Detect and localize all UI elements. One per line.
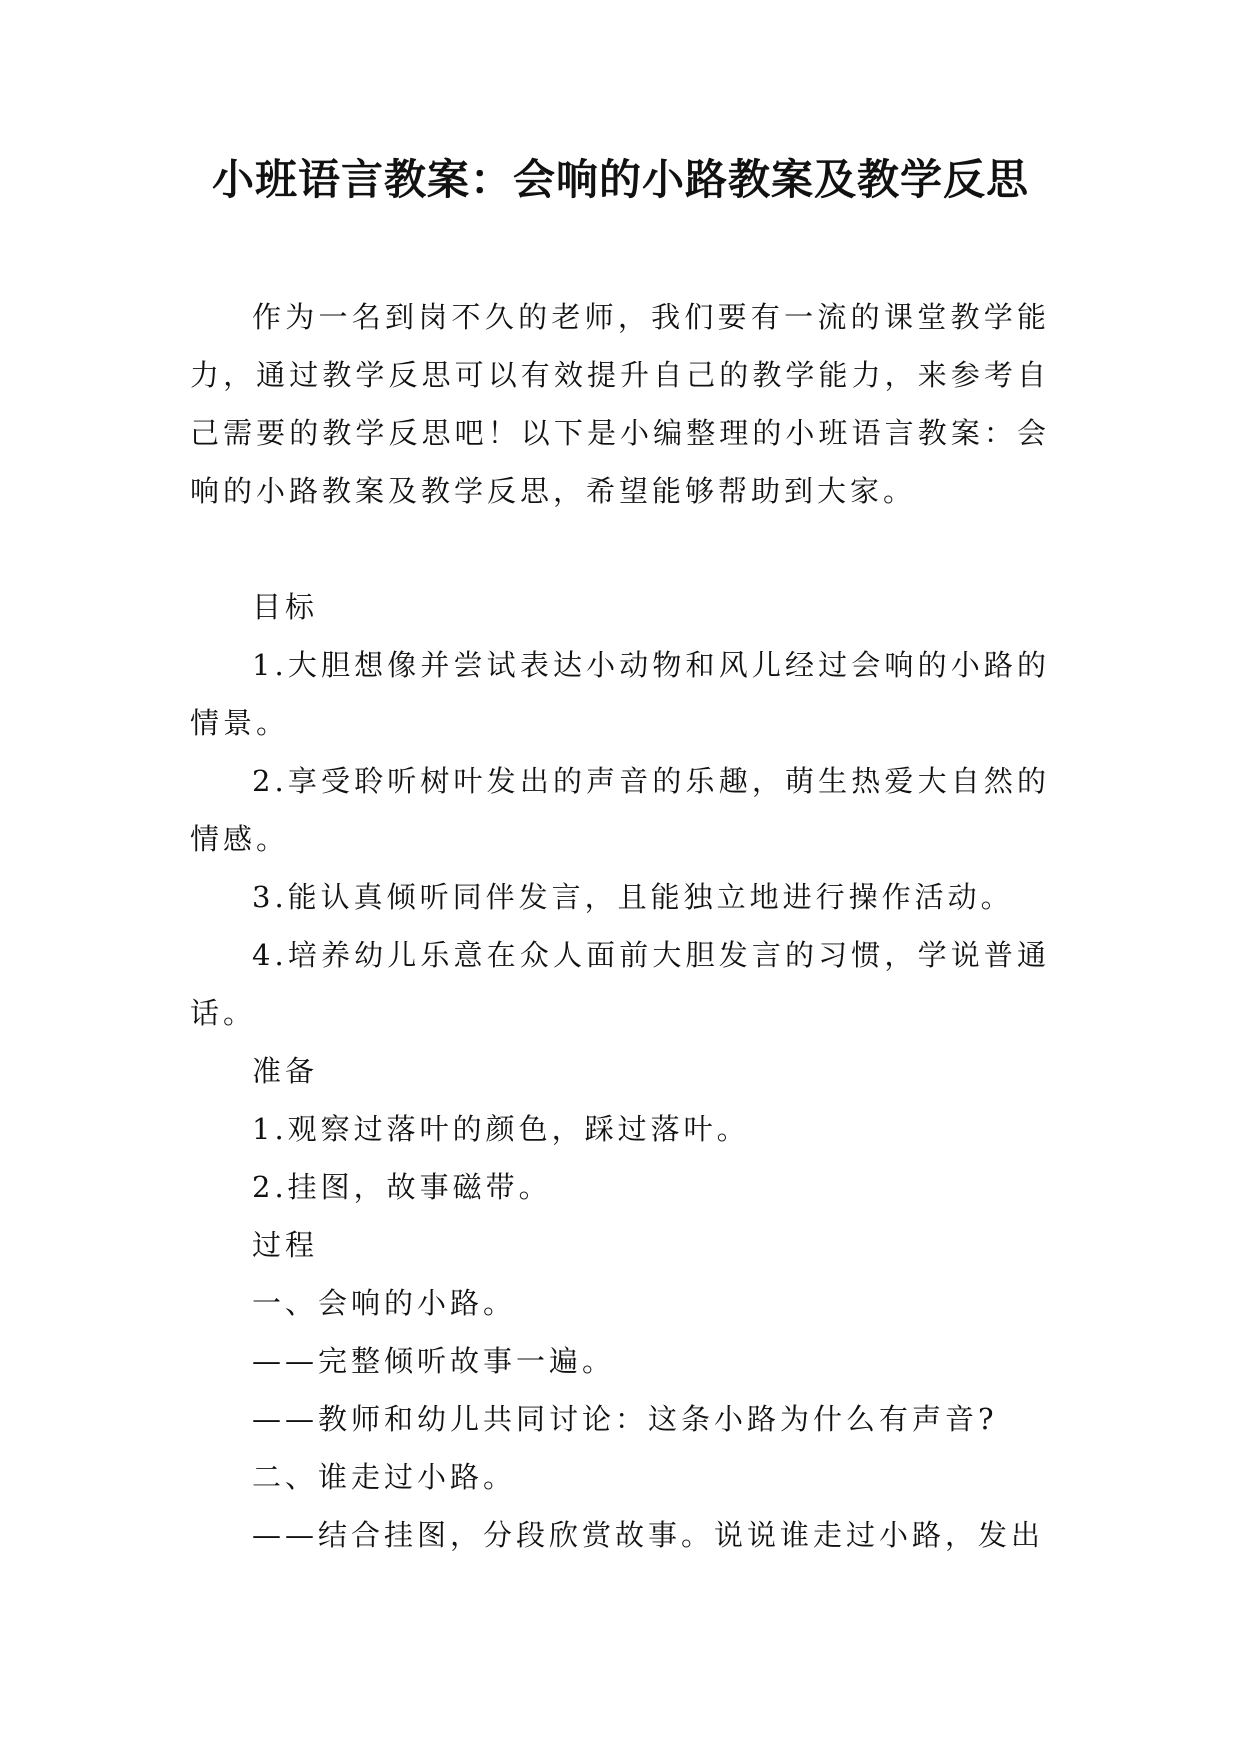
process-item: ——教师和幼儿共同讨论：这条小路为什么有声音? [252,1402,998,1436]
goal-item: 4.培养幼儿乐意在众人面前大胆发言的习惯，学说普通话。 [190,938,1050,1030]
intro-paragraph: 作为一名到岗不久的老师，我们要有一流的课堂教学能力，通过教学反思可以有效提升自己的教学能力，来参考自己需要的教学反思吧！以下是小编整理的小班语言教案：会响的小路教案及教学反思，希望能够帮助到大家。 [190,300,1050,508]
goal-item: 3.能认真倾听同伴发言，且能独立地进行操作活动。 [252,880,1014,914]
prep-item: 1.观察过落叶的颜色，踩过落叶。 [252,1112,750,1146]
goals-heading: 目标 [252,590,319,624]
process-item: 二、谁走过小路。 [252,1460,517,1494]
process-item: 一、会响的小路。 [252,1286,517,1320]
prep-heading: 准备 [252,1054,319,1088]
goal-item: 1.大胆想像并尝试表达小动物和风儿经过会响的小路的情景。 [190,648,1050,740]
document-title: 小班语言教案：会响的小路教案及教学反思 [211,155,1029,204]
prep-item: 2.挂图，故事磁带。 [252,1170,552,1204]
process-heading: 过程 [252,1228,319,1262]
document-body [190,288,1050,1564]
process-item: ——结合挂图，分段欣赏故事。说说谁走过小路，发出 [252,1518,1045,1552]
process-item: ——完整倾听故事一遍。 [252,1344,616,1378]
goal-item: 2.享受聆听树叶发出的声音的乐趣，萌生热爱大自然的情感。 [190,764,1050,856]
